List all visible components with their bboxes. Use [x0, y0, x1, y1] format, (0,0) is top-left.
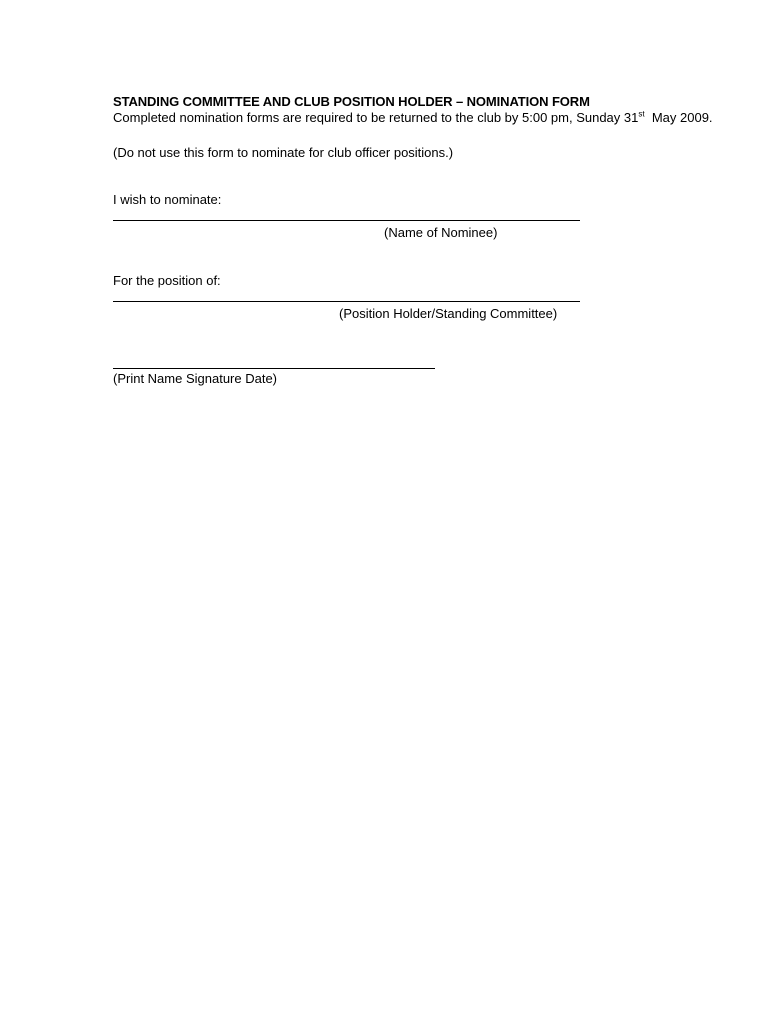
signature-caption: (Print Name Signature Date): [113, 371, 278, 386]
nominee-name-line[interactable]: [113, 220, 580, 221]
usage-note: (Do not use this form to nominate for club officer positions.): [113, 145, 454, 160]
form-title: STANDING COMMITTEE AND CLUB POSITION HOLDER – NOMINATION FORM: [113, 94, 590, 109]
instructions-text-end: May 2009.: [644, 110, 713, 125]
position-caption: (Position Holder/Standing Committee): [339, 306, 558, 321]
nominate-label: I wish to nominate:: [113, 192, 222, 207]
nominee-name-caption: (Name of Nominee): [384, 225, 498, 240]
position-line[interactable]: [113, 301, 580, 302]
signature-line[interactable]: [113, 368, 435, 369]
submission-instructions: [113, 110, 713, 126]
position-label: For the position of:: [113, 273, 221, 288]
instructions-text: Completed nomination forms are required to be returned to the club by 5:00 pm, Sunday 31: [113, 110, 639, 125]
instructions-date-suffix: st: [638, 109, 645, 119]
